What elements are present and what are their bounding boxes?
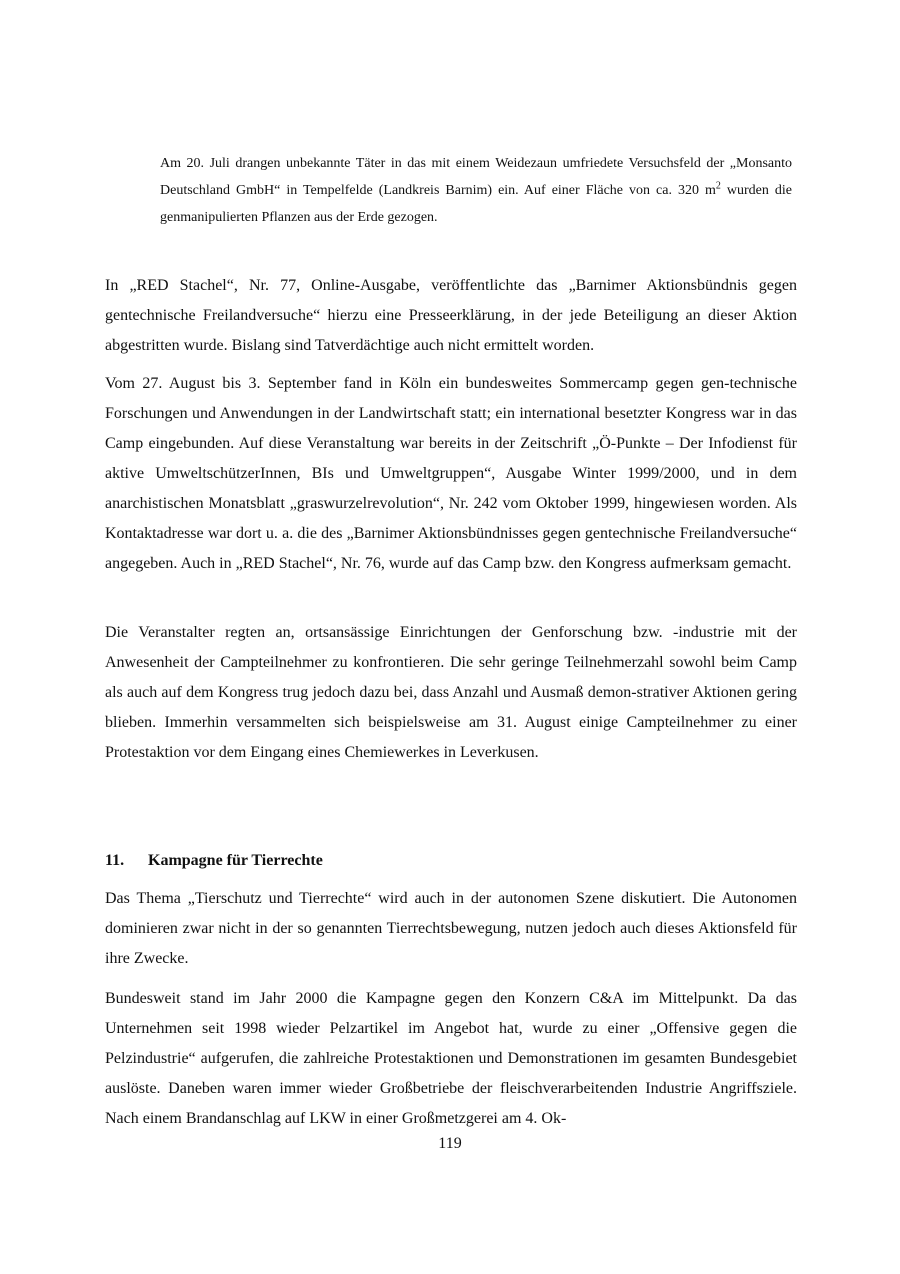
indented-quote <box>160 150 792 231</box>
quote-text-end: wurden die genmanipulierten Pflanzen aus der Erde gezogen. <box>160 183 793 225</box>
section-heading <box>105 846 797 876</box>
section-title: Kampagne für Tierrechte <box>148 852 323 869</box>
section-number: 11. <box>105 852 125 869</box>
paragraph-tierschutz: Das Thema „Tierschutz und Tierrechte“ wird auch in der autonomen Szene diskutiert. Die Autonomen dominieren zwar nicht in der so genannten Tierrechtsbewegung, nutzen jedoch auch dieses Aktionsfeld für ihre Zwecke. <box>105 890 797 967</box>
quote-text-start: Am 20. Juli drangen unbekannte Täter in das mit einem Weidezaun umfriedete Versuchsfeld der „Monsanto Deutschland GmbH“ in Tempelfelde (Landkreis Barnim) ein. Auf einer Fläche von ca. 320 m <box>160 156 792 198</box>
paragraph-kampagne: Bundesweit stand im Jahr 2000 die Kampagne gegen den Konzern C&A im Mittelpunkt. Da das Unternehmen seit 1998 wieder Pelzartikel im Angebot hat, wurde zu einer „Offensive gegen die Pelzindustrie“ aufgerufen, die zahlreiche Protestaktionen und Demonstrationen im gesamten Bundesgebiet auslöste. Daneben waren immer wieder Großbetriebe der fleischverarbeitenden Industrie Angriffsziele. Nach einem Brandanschlag auf LKW in einer Großmetzgerei am 4. Ok- <box>105 990 797 1127</box>
page-number: 119 <box>438 1135 462 1152</box>
paragraph-red-stachel: In „RED Stachel“, Nr. 77, Online-Ausgabe, veröffentlichte das „Barnimer Aktionsbündnis gegen gentechnische Freilandversuche“ hierzu eine Presseerklärung, in der jede Beteiligung an dieser Aktion abgestritten wurde. Bislang sind Tatverdächtige auch nicht ermittelt worden. <box>105 277 797 354</box>
quote-superscript: 2 <box>715 180 721 192</box>
paragraph-veranstalter: Die Veranstalter regten an, ortsansässige Einrichtungen der Genforschung bzw. -industrie mit der Anwesenheit der Campteilnehmer zu konfrontieren. Die sehr geringe Teilnehmerzahl sowohl beim Camp als auch auf dem Kongress trug jedoch dazu bei, dass Anzahl und Ausmaß demon-strativer Aktionen gering blieben. Immerhin versammelten sich beispielsweise am 31. August einige Campteilnehmer zu einer Protestaktion vor dem Eingang eines Chemiewerkes in Leverkusen. <box>105 624 797 761</box>
paragraph-sommercamp: Vom 27. August bis 3. September fand in Köln ein bundesweites Sommercamp gegen gen-technische Forschungen und Anwendungen in der Landwirtschaft statt; ein international besetzter Kongress war in das Camp eingebunden. Auf diese Veranstaltung war bereits in der Zeitschrift „Ö-Punkte – Der Infodienst für aktive UmweltschützerInnen, BIs und Umweltgruppen“, Ausgabe Winter 1999/2000, und in dem anarchistischen Monatsblatt „graswurzelrevolution“, Nr. 242 vom Oktober 1999, hingewiesen worden. Als Kontaktadresse war dort u. a. die des „Barnimer Aktionsbündnisses gegen gentechnische Freilandversuche“ angegeben. Auch in „RED Stachel“, Nr. 76, wurde auf das Camp bzw. den Kongress aufmerksam gemacht. <box>105 375 797 572</box>
